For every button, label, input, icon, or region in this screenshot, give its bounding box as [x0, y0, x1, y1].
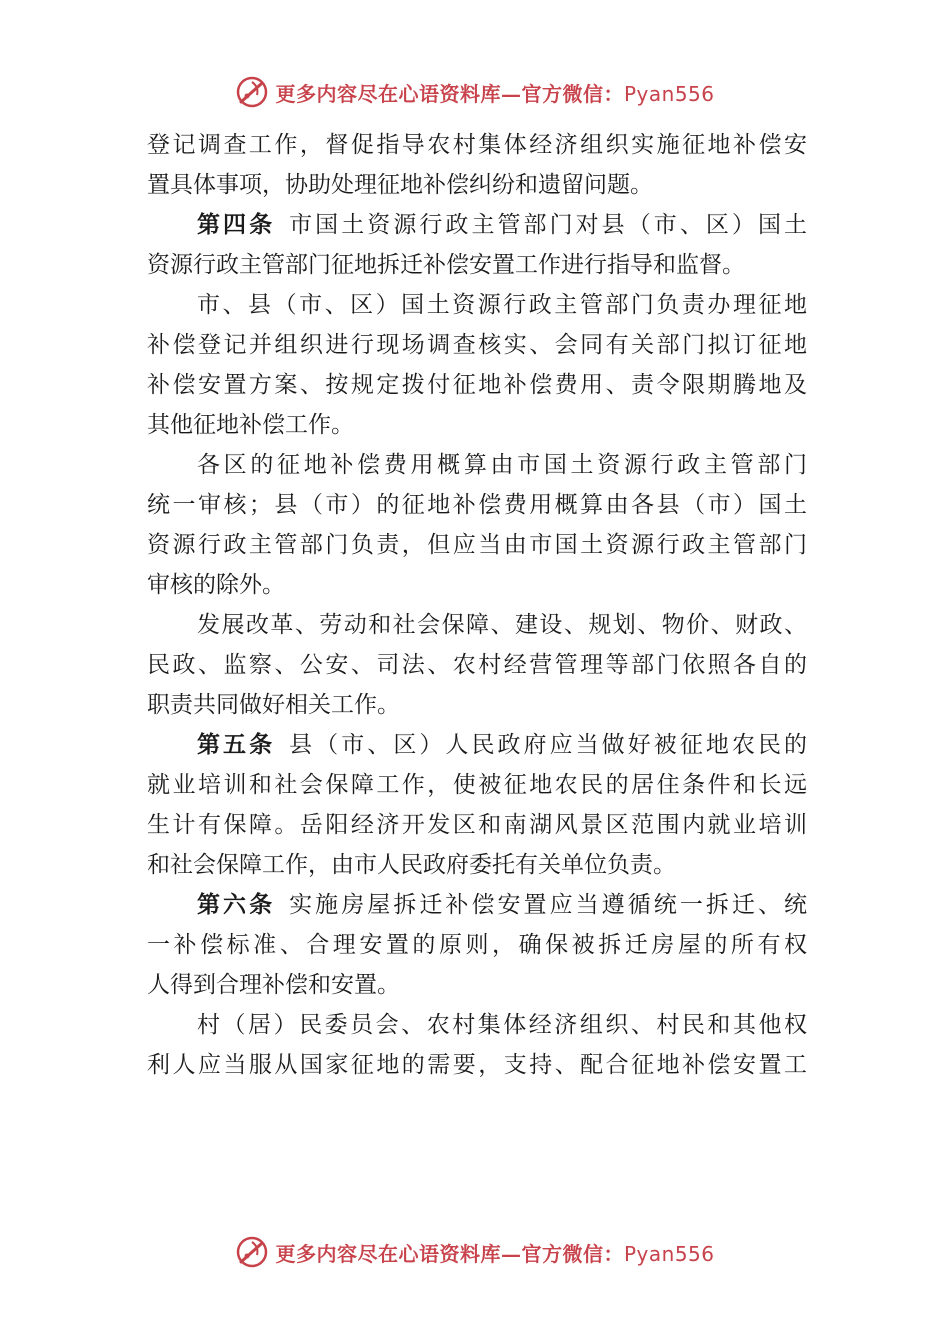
line-text: 市国土资源行政主管部门对县（市、区）国土	[289, 212, 807, 238]
line-text: 各区的征地补偿费用概算由市国土资源行政主管部门	[197, 452, 807, 478]
text-line	[147, 765, 807, 805]
article-number: 第五条	[197, 732, 276, 758]
line-text: 资源行政主管部门征地拆迁补偿安置工作进行指导和监督。	[147, 252, 745, 278]
text-line	[147, 165, 807, 205]
text-line	[147, 925, 807, 965]
article-paragraph	[147, 885, 807, 1005]
text-line	[147, 885, 807, 925]
article-number: 第四条	[197, 212, 276, 238]
text-line	[147, 565, 807, 605]
paragraph	[147, 1005, 807, 1085]
line-text: 资源行政主管部门负责，但应当由市国土资源行政主管部门	[147, 532, 807, 558]
line-text: 补偿登记并组织进行现场调查核实、会同有关部门拟订征地	[147, 332, 807, 358]
seal-logo-icon	[235, 1235, 269, 1269]
paragraph	[147, 605, 807, 725]
watermark-text: 更多内容尽在心语资料库—官方微信：Pyan556	[275, 1241, 715, 1266]
line-text: 民政、监察、公安、司法、农村经营管理等部门依照各自的	[147, 652, 807, 678]
line-text: 发展改革、劳动和社会保障、建设、规划、物价、财政、	[197, 612, 807, 638]
text-line	[147, 445, 807, 485]
text-line	[147, 485, 807, 525]
line-text: 审核的除外。	[147, 572, 285, 598]
line-text: 职责共同做好相关工作。	[147, 692, 400, 718]
text-line	[147, 845, 807, 885]
watermark-banner-top	[0, 70, 950, 114]
line-text: 实施房屋拆迁补偿安置应当遵循统一拆迁、统	[289, 892, 807, 918]
text-line	[147, 1005, 807, 1045]
paragraph	[147, 285, 807, 445]
seal-logo-icon	[235, 75, 269, 109]
text-line	[147, 1045, 807, 1085]
text-line	[147, 645, 807, 685]
line-text: 利人应当服从国家征地的需要，支持、配合征地补偿安置工	[147, 1052, 807, 1078]
line-text: 一补偿标准、合理安置的原则，确保被拆迁房屋的所有权	[147, 932, 807, 958]
text-line	[147, 245, 807, 285]
paragraph	[147, 125, 807, 205]
article-paragraph	[147, 725, 807, 885]
line-text: 生计有保障。岳阳经济开发区和南湖风景区范围内就业培训	[147, 812, 807, 838]
line-text: 村（居）民委员会、农村集体经济组织、村民和其他权	[197, 1012, 807, 1038]
line-text: 和社会保障工作，由市人民政府委托有关单位负责。	[147, 852, 676, 878]
line-text: 置具体事项，协助处理征地补偿纠纷和遗留问题。	[147, 172, 653, 198]
text-line	[147, 605, 807, 645]
text-line	[147, 205, 807, 245]
text-line	[147, 525, 807, 565]
watermark-text: 更多内容尽在心语资料库—官方微信：Pyan556	[275, 81, 715, 106]
article-paragraph	[147, 205, 807, 285]
text-line	[147, 325, 807, 365]
text-line	[147, 405, 807, 445]
line-text: 登记调查工作，督促指导农村集体经济组织实施征地补偿安	[147, 132, 807, 158]
text-line	[147, 125, 807, 165]
text-line	[147, 725, 807, 765]
text-line	[147, 285, 807, 325]
paragraph	[147, 445, 807, 605]
watermark-banner-bottom	[0, 1230, 950, 1274]
text-line	[147, 365, 807, 405]
article-number: 第六条	[197, 892, 276, 918]
line-text: 人得到合理补偿和安置。	[147, 972, 400, 998]
text-line	[147, 965, 807, 1005]
line-text: 补偿安置方案、按规定拨付征地补偿费用、责令限期腾地及	[147, 372, 807, 398]
line-text: 县（市、区）人民政府应当做好被征地农民的	[289, 732, 807, 758]
document-body	[147, 125, 807, 1085]
line-text: 市、县（市、区）国土资源行政主管部门负责办理征地	[197, 292, 807, 318]
line-text: 其他征地补偿工作。	[147, 412, 354, 438]
line-text: 统一审核；县（市）的征地补偿费用概算由各县（市）国土	[147, 492, 807, 518]
text-line	[147, 805, 807, 845]
text-line	[147, 685, 807, 725]
line-text: 就业培训和社会保障工作，使被征地农民的居住条件和长远	[147, 772, 807, 798]
